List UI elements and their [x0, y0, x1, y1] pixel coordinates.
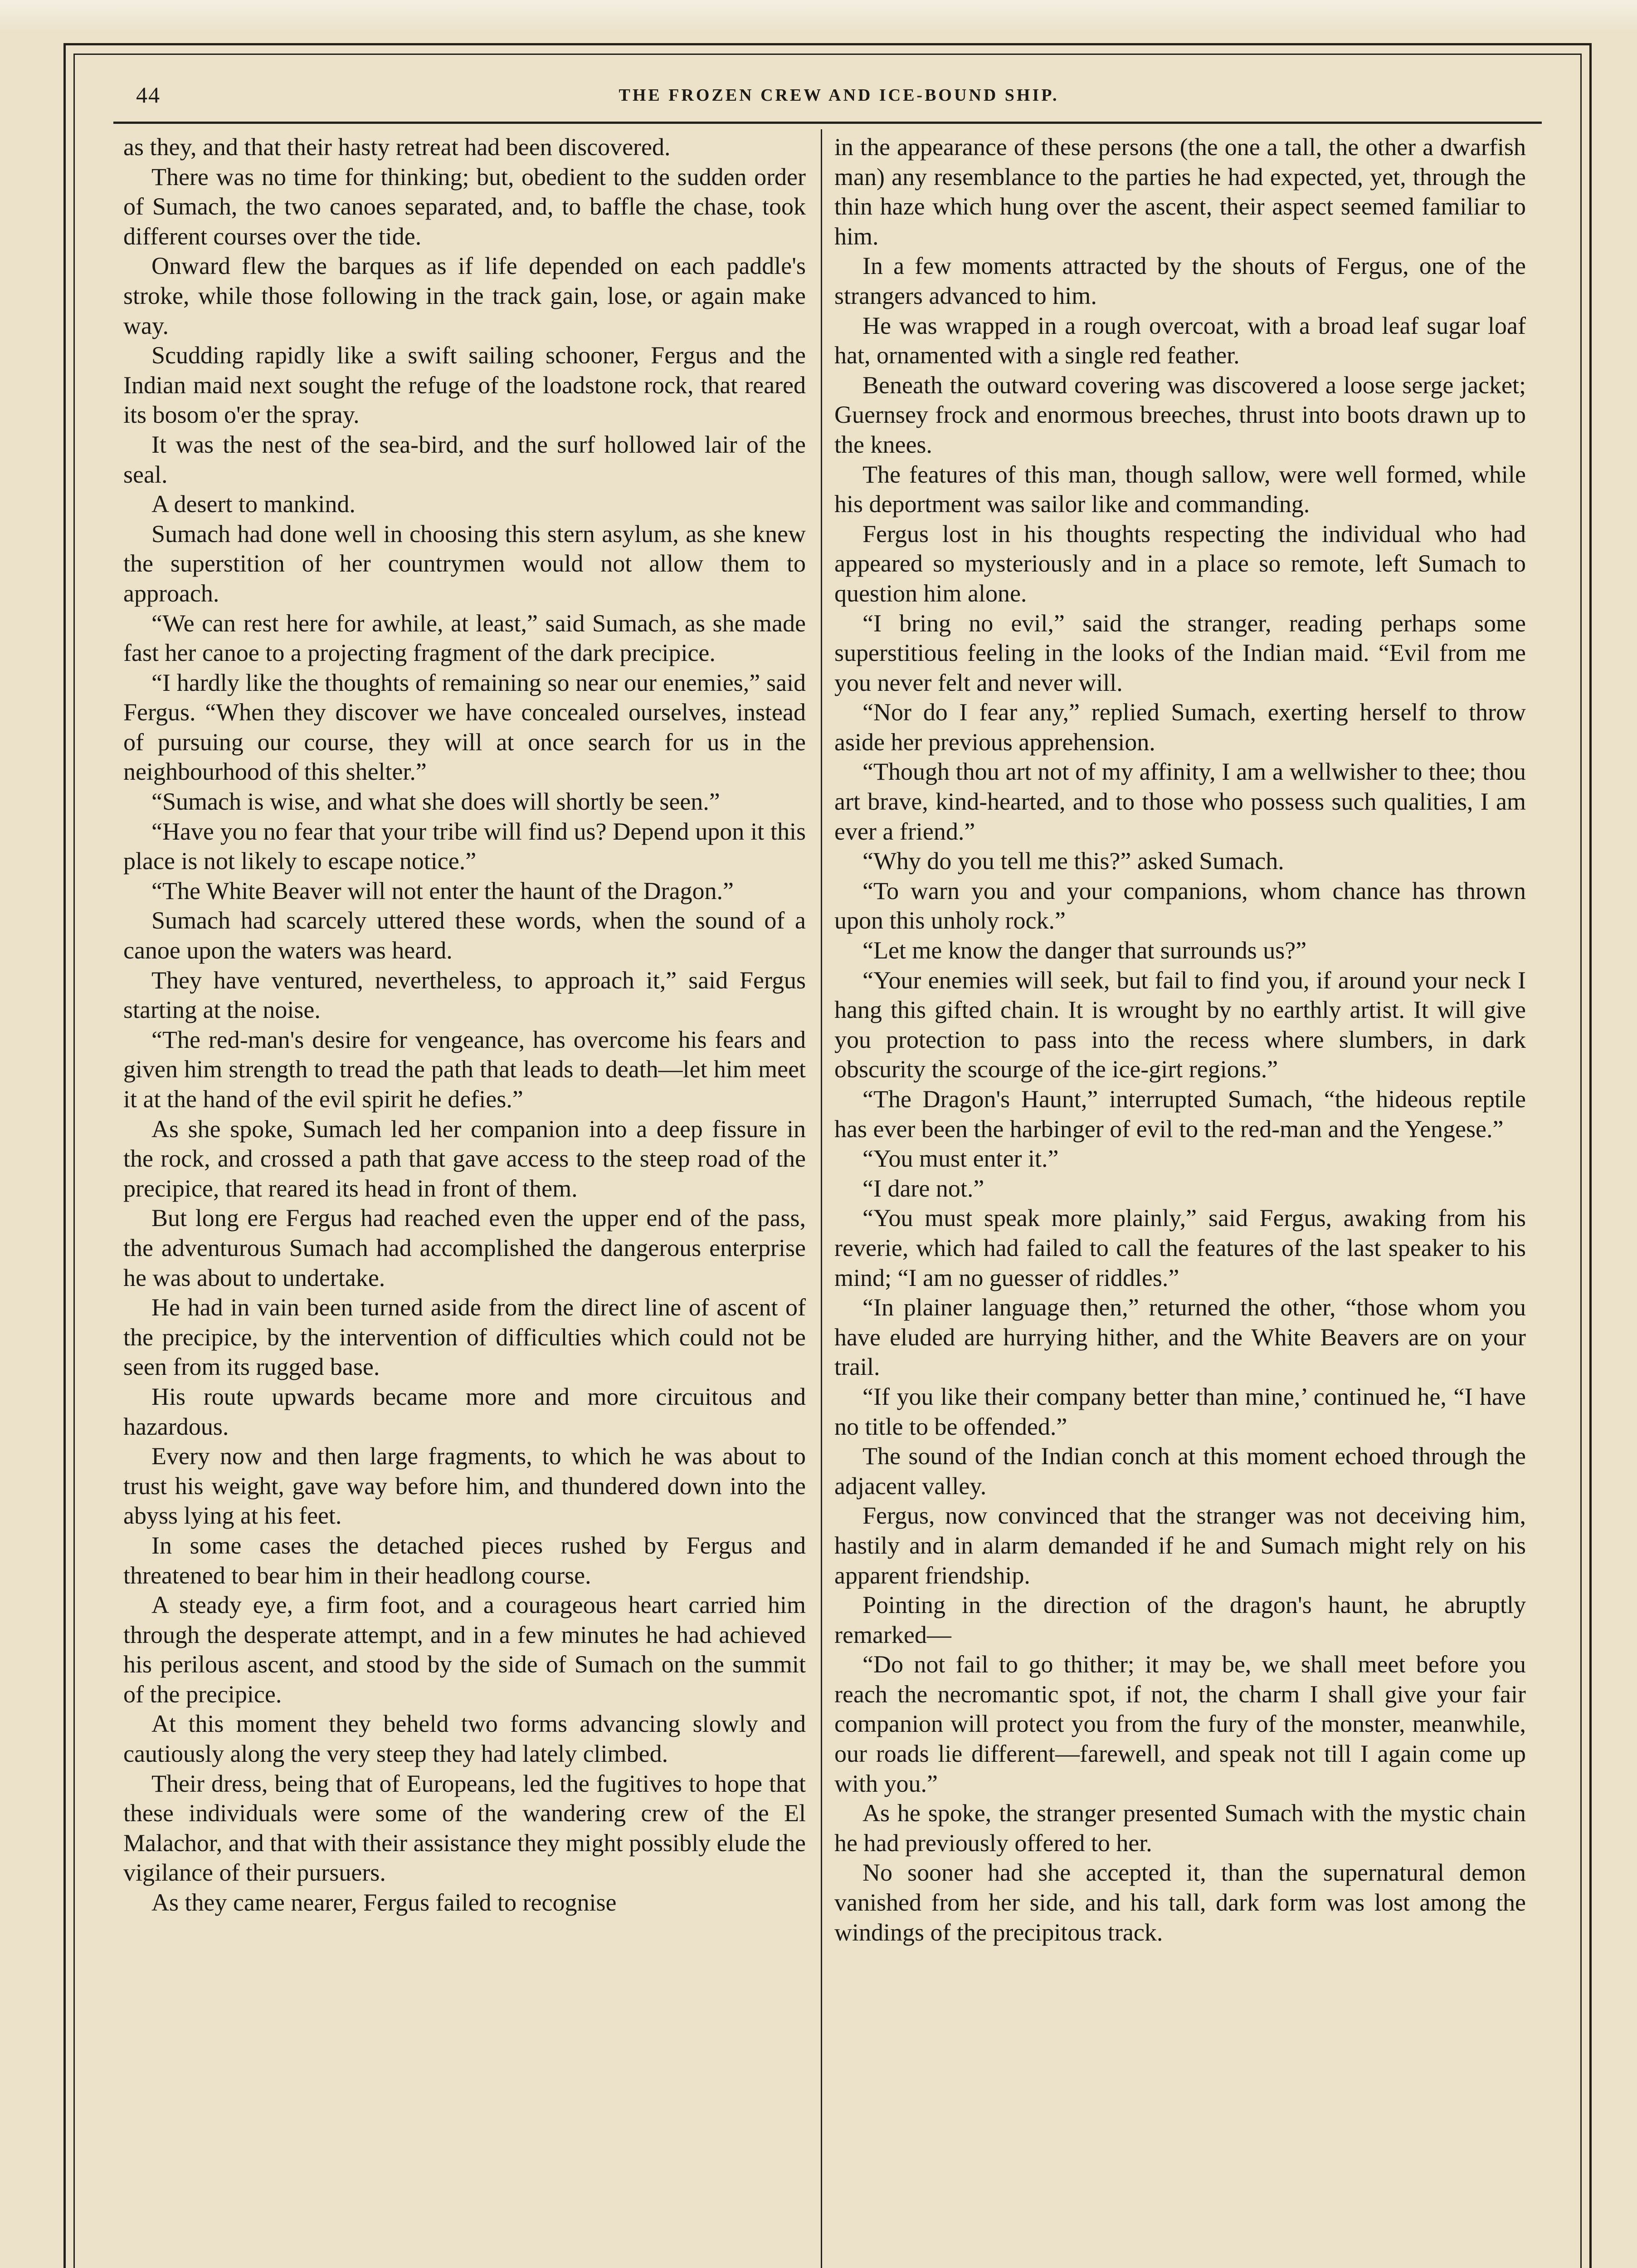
- paragraph: “We can rest here for awhile, at least,” said Sumach, as she made fast her canoe to a projecting fragment of the dark precipice.: [123, 609, 806, 667]
- paragraph: Fergus, now convinced that the stranger was not deceiving him, hastily and in alarm demanded if he and Sumach might rely on his apparent friendship.: [834, 1502, 1526, 1589]
- paragraph: Every now and then large fragments, to which he was about to trust his weight, gave way before him, and thundered down into the abyss lying at his feet.: [123, 1442, 806, 1530]
- paragraph: Scudding rapidly like a swift sailing schooner, Fergus and the Indian maid next sought the refuge of the loadstone rock, that reared its bosom o'er the spray.: [123, 342, 806, 429]
- right-column: [834, 132, 1526, 2268]
- paragraph: Sumach had done well in choosing this stern asylum, as she knew the superstition of her countrymen would not allow them to approach.: [123, 520, 806, 607]
- paragraph: At this moment they beheld two forms advancing slowly and cautiously along the very steep they had lately climbed.: [123, 1710, 806, 1768]
- paragraph: “The red-man's desire for vengeance, has overcome his fears and given him strength to tread the path that leads to death—let him meet it at the hand of the evil spirit he defies.”: [123, 1026, 806, 1113]
- paragraph: “Sumach is wise, and what she does will shortly be seen.”: [151, 788, 720, 816]
- paragraph: “Do not fail to go thither; it may be, we shall meet before you reach the necromantic spot, if not, the charm I shall give your fair companion will protect you from the fury of the monster, meanwhile, our roads lie different—farewell, and speak not till I again come up with you.”: [834, 1651, 1526, 1797]
- paragraph: “You must speak more plainly,” said Fergus, awaking from his reverie, which had failed to call the features of the last speaker to his mind; “I am no guesser of riddles.”: [834, 1204, 1526, 1291]
- paragraph: Their dress, being that of Europeans, led the fugitives to hope that these individuals were some of the wandering crew of the El Malachor, and that with their assistance they might possibly elude the vigilance of their pursuers.: [123, 1769, 806, 1887]
- paragraph: Sumach had scarcely uttered these words, when the sound of a canoe upon the waters was heard.: [123, 907, 806, 964]
- paragraph: A desert to mankind.: [151, 490, 356, 518]
- paragraph: The sound of the Indian conch at this moment echoed through the adjacent valley.: [834, 1442, 1526, 1500]
- paragraph: “I bring no evil,” said the stranger, reading perhaps some superstitious feeling in the looks of the Indian maid. “Evil from me you never felt and never will.: [834, 609, 1526, 696]
- paragraph: as they, and that their hasty retreat had been discovered.: [123, 133, 671, 161]
- paragraph: “Though thou art not of my affinity, I am a wellwisher to thee; thou art brave, kind-hearted, and to those who possess such qualities, I am ever a friend.”: [834, 758, 1526, 845]
- paragraph: But long ere Fergus had reached even the upper end of the pass, the adventurous Sumach had accomplished the dangerous enterprise he was about to undertake.: [123, 1204, 806, 1291]
- paragraph: in the appearance of these persons (the one a tall, the other a dwarfish man) any resemblance to the parties he had expected, yet, through the thin haze which hung over the ascent, their aspect seemed familiar to him.: [834, 133, 1526, 250]
- paragraph: “Let me know the danger that surrounds us?”: [862, 937, 1307, 964]
- paragraph: “I hardly like the thoughts of remaining so near our enemies,” said Fergus. “When they discover we have concealed ourselves, instead of pursuing our course, they will at once search for us in the neighbourhood of this shelter.”: [123, 669, 806, 786]
- paragraph: They have ventured, nevertheless, to approach it,” said Fergus starting at the noise.: [123, 966, 806, 1024]
- paragraph: Pointing in the direction of the dragon's haunt, he abruptly remarked—: [834, 1591, 1526, 1648]
- paragraph: Beneath the outward covering was discovered a loose serge jacket; Guernsey frock and enormous breeches, thrust into boots drawn up to the knees.: [834, 371, 1526, 458]
- paragraph: “In plainer language then,” returned the other, “those whom you have eluded are hurrying hither, and the White Beavers are on your trail.: [834, 1294, 1526, 1381]
- header-rule: [113, 122, 1542, 124]
- paragraph: “Have you no fear that your tribe will find us? Depend upon it this place is not likely to escape notice.”: [123, 817, 806, 875]
- paragraph: As they came nearer, Fergus failed to recognise: [151, 1889, 617, 1916]
- paragraph: Fergus lost in his thoughts respecting the individual who had appeared so mysteriously and in a place so remote, left Sumach to question him alone.: [834, 520, 1526, 607]
- paragraph: It was the nest of the sea-bird, and the surf hollowed lair of the seal.: [123, 430, 806, 488]
- page-number: 44: [136, 82, 161, 108]
- page-top-edge: [0, 0, 1637, 32]
- paragraph: “The White Beaver will not enter the haunt of the Dragon.”: [151, 877, 734, 904]
- paragraph: “To warn you and your companions, whom chance has thrown upon this unholy rock.”: [834, 877, 1526, 934]
- paragraph: There was no time for thinking; but, obedient to the sudden order of Sumach, the two canoes separated, and, to baffle the chase, took different courses over the tide.: [123, 163, 806, 250]
- running-title: THE FROZEN CREW AND ICE-BOUND SHIP.: [619, 86, 1059, 105]
- paragraph: In a few moments attracted by the shouts of Fergus, one of the strangers advanced to him.: [834, 252, 1526, 309]
- paragraph: He had in vain been turned aside from the direct line of ascent of the precipice, by the intervention of difficulties which could not be seen from its rugged base.: [123, 1294, 806, 1381]
- column-divider: [821, 129, 822, 2268]
- left-column: [123, 132, 806, 2268]
- paragraph: “I dare not.”: [862, 1174, 984, 1202]
- paragraph: A steady eye, a firm foot, and a courageous heart carried him through the desperate attempt, and in a few minutes he had achieved his perilous ascent, and stood by the side of Sumach on the summit of the precipice.: [123, 1591, 806, 1708]
- paragraph: “Nor do I fear any,” replied Sumach, exerting herself to throw aside her previous apprehension.: [834, 699, 1526, 756]
- paragraph: His route upwards became more and more circuitous and hazardous.: [123, 1383, 806, 1440]
- paragraph: “The Dragon's Haunt,” interrupted Sumach, “the hideous reptile has ever been the harbinger of evil to the red-man and the Yengese.”: [834, 1085, 1526, 1143]
- paragraph: As she spoke, Sumach led her companion into a deep fissure in the rock, and crossed a path that gave access to the steep road of the precipice, that reared its head in front of them.: [123, 1115, 806, 1202]
- paragraph: “Your enemies will seek, but fail to find you, if around your neck I hang this gifted chain. It is wrought by no earthly artist. It will give you protection to pass into the recess where slumbers, in dark obscurity the scourge of the ice-girt regions.”: [834, 966, 1526, 1083]
- paragraph: “Why do you tell me this?” asked Sumach.: [862, 847, 1284, 875]
- page-header: [136, 82, 1542, 118]
- paragraph: No sooner had she accepted it, than the supernatural demon vanished from her side, and his tall, dark form was lost among the windings of the precipitous track.: [834, 1859, 1526, 1946]
- paragraph: “You must enter it.”: [862, 1145, 1059, 1173]
- paragraph: Onward flew the barques as if life depended on each paddle's stroke, while those following in the track gain, lose, or again make way.: [123, 252, 806, 339]
- paragraph: He was wrapped in a rough overcoat, with a broad leaf sugar loaf hat, ornamented with a single red feather.: [834, 312, 1526, 369]
- paragraph: The features of this man, though sallow, were well formed, while his deportment was sailor like and commanding.: [834, 460, 1526, 518]
- paragraph: “If you like their company better than mine,’ continued he, “I have no title to be offended.”: [834, 1383, 1526, 1440]
- paragraph: As he spoke, the stranger presented Sumach with the mystic chain he had previously offered to her.: [834, 1799, 1526, 1857]
- paragraph: In some cases the detached pieces rushed by Fergus and threatened to bear him in their headlong course.: [123, 1531, 806, 1589]
